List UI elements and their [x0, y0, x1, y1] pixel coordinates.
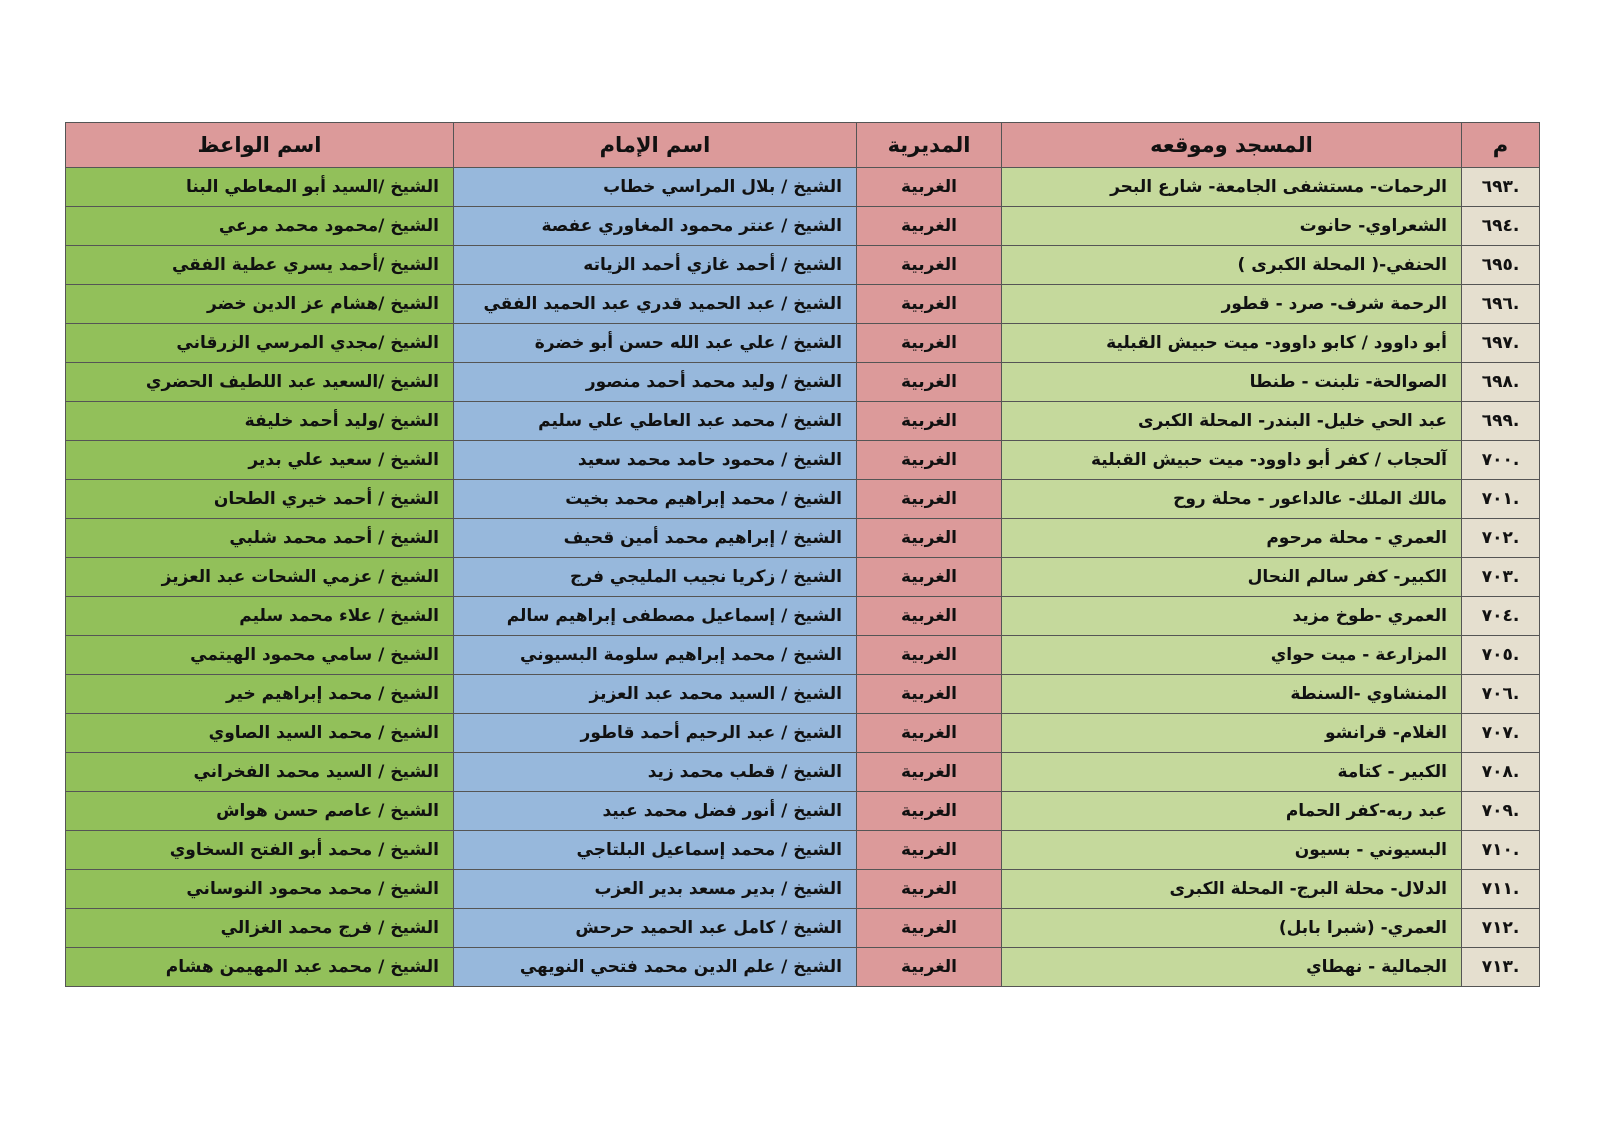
row-number: .٧٠٧: [1462, 714, 1540, 753]
imam-name: الشيخ / عبد الرحيم أحمد قاطور: [454, 714, 857, 753]
mosque-name: الرحمة شرف- صرد - قطور: [1002, 285, 1462, 324]
imam-name: الشيخ / أنور فضل محمد عبيد: [454, 792, 857, 831]
row-number: .٧٠٦: [1462, 675, 1540, 714]
directorate: الغربية: [857, 753, 1002, 792]
directorate: الغربية: [857, 363, 1002, 402]
imam-name: الشيخ / محمد عبد العاطي علي سليم: [454, 402, 857, 441]
preacher-name: الشيخ / محمد السيد الصاوي: [66, 714, 454, 753]
directorate: الغربية: [857, 207, 1002, 246]
mosques-table: [65, 122, 1540, 987]
row-number: .٧٠١: [1462, 480, 1540, 519]
preacher-name: الشيخ / فرج محمد الغزالي: [66, 909, 454, 948]
imam-name: الشيخ / محمد إبراهيم سلومة البسيوني: [454, 636, 857, 675]
preacher-name: الشيخ / محمد محمود النوساني: [66, 870, 454, 909]
directorate: الغربية: [857, 285, 1002, 324]
directorate: الغربية: [857, 558, 1002, 597]
table-row: [66, 207, 1540, 246]
table-row: [66, 324, 1540, 363]
imam-name: الشيخ / وليد محمد أحمد منصور: [454, 363, 857, 402]
row-number: .٧٠٢: [1462, 519, 1540, 558]
preacher-name: الشيخ / سعيد علي بدير: [66, 441, 454, 480]
mosque-name: المزارعة - ميت حواي: [1002, 636, 1462, 675]
table-row: [66, 636, 1540, 675]
preacher-name: الشيخ / محمد أبو الفتح السخاوي: [66, 831, 454, 870]
table-row: [66, 714, 1540, 753]
imam-name: الشيخ / أحمد غازي أحمد الزياته: [454, 246, 857, 285]
directorate: الغربية: [857, 597, 1002, 636]
table-body: [66, 168, 1540, 987]
mosque-name: العمري- (شبرا بابل): [1002, 909, 1462, 948]
mosque-name: الغلام- قرانشو: [1002, 714, 1462, 753]
table-row: [66, 948, 1540, 987]
imam-name: الشيخ / بلال المراسي خطاب: [454, 168, 857, 207]
preacher-name: الشيخ / محمد عبد المهيمن هشام: [66, 948, 454, 987]
mosque-name: عبد ربه-كفر الحمام: [1002, 792, 1462, 831]
preacher-name: الشيخ / سامي محمود الهيتمي: [66, 636, 454, 675]
directorate: الغربية: [857, 636, 1002, 675]
directorate: الغربية: [857, 480, 1002, 519]
mosque-name: العمري - محلة مرحوم: [1002, 519, 1462, 558]
mosque-name: الكبير- كفر سالم النحال: [1002, 558, 1462, 597]
table-row: [66, 675, 1540, 714]
directorate: الغربية: [857, 402, 1002, 441]
preacher-name: الشيخ /مجدي المرسي الزرقاني: [66, 324, 454, 363]
preacher-name: الشيخ /وليد أحمد خليفة: [66, 402, 454, 441]
row-number: .٧٠٠: [1462, 441, 1540, 480]
directorate: الغربية: [857, 870, 1002, 909]
mosque-name: العمري -طوخ مزيد: [1002, 597, 1462, 636]
row-number: .٦٩٣: [1462, 168, 1540, 207]
imam-name: الشيخ / محمد إسماعيل البلتاجي: [454, 831, 857, 870]
mosque-name: الكبير - كتامة: [1002, 753, 1462, 792]
table-header: [66, 123, 1540, 168]
preacher-name: الشيخ / أحمد خيري الطحان: [66, 480, 454, 519]
imam-name: الشيخ / إسماعيل مصطفى إبراهيم سالم: [454, 597, 857, 636]
table-row: [66, 558, 1540, 597]
directorate: الغربية: [857, 519, 1002, 558]
row-number: .٧٠٨: [1462, 753, 1540, 792]
row-number: .٧٠٤: [1462, 597, 1540, 636]
imam-name: الشيخ / عبد الحميد قدري عبد الحميد الفقي: [454, 285, 857, 324]
mosque-name: الجمالية - نهطاي: [1002, 948, 1462, 987]
row-number: .٧٠٥: [1462, 636, 1540, 675]
imam-name: الشيخ / علي عبد الله حسن أبو خضرة: [454, 324, 857, 363]
preacher-name: الشيخ / السيد محمد الفخراني: [66, 753, 454, 792]
header-row: [66, 123, 1540, 168]
table-row: [66, 402, 1540, 441]
mosque-name: البسيوني - بسيون: [1002, 831, 1462, 870]
row-number: .٧١٣: [1462, 948, 1540, 987]
imam-name: الشيخ / عنتر محمود المغاوري عفصة: [454, 207, 857, 246]
header-mosque: المسجد وموقعه: [1002, 123, 1462, 168]
table-row: [66, 753, 1540, 792]
row-number: .٦٩٧: [1462, 324, 1540, 363]
directorate: الغربية: [857, 324, 1002, 363]
directorate: الغربية: [857, 909, 1002, 948]
table-row: [66, 792, 1540, 831]
table-row: [66, 870, 1540, 909]
preacher-name: الشيخ /هشام عز الدين خضر: [66, 285, 454, 324]
table-row: [66, 831, 1540, 870]
preacher-name: الشيخ /محمود محمد مرعي: [66, 207, 454, 246]
row-number: .٦٩٨: [1462, 363, 1540, 402]
imam-name: الشيخ / السيد محمد عبد العزيز: [454, 675, 857, 714]
header-imam: اسم الإمام: [454, 123, 857, 168]
imam-name: الشيخ / علم الدين محمد فتحي النويهي: [454, 948, 857, 987]
header-directorate: المديرية: [857, 123, 1002, 168]
mosque-name: الرحمات- مستشفى الجامعة- شارع البحر: [1002, 168, 1462, 207]
directorate: الغربية: [857, 246, 1002, 285]
preacher-name: الشيخ / عزمي الشحات عبد العزيز: [66, 558, 454, 597]
row-number: .٧٠٩: [1462, 792, 1540, 831]
table-row: [66, 480, 1540, 519]
table-row: [66, 285, 1540, 324]
directorate: الغربية: [857, 948, 1002, 987]
row-number: .٧١٠: [1462, 831, 1540, 870]
mosque-name: الصوالحة- تلبنت - طنطا: [1002, 363, 1462, 402]
directorate: الغربية: [857, 675, 1002, 714]
preacher-name: الشيخ /السعيد عبد اللطيف الحضري: [66, 363, 454, 402]
mosque-name: آلحجاب / كفر أبو داوود- ميت حبيش القبلية: [1002, 441, 1462, 480]
mosque-name: الشعراوي- حانوت: [1002, 207, 1462, 246]
header-preacher: اسم الواعظ: [66, 123, 454, 168]
row-number: .٧٠٣: [1462, 558, 1540, 597]
row-number: .٦٩٩: [1462, 402, 1540, 441]
directorate: الغربية: [857, 792, 1002, 831]
mosque-name: الحنفي-( المحلة الكبرى ): [1002, 246, 1462, 285]
directorate: الغربية: [857, 168, 1002, 207]
row-number: .٦٩٤: [1462, 207, 1540, 246]
imam-name: الشيخ / كامل عبد الحميد حرحش: [454, 909, 857, 948]
preacher-name: الشيخ / عاصم حسن هواش: [66, 792, 454, 831]
preacher-name: الشيخ /أحمد يسري عطية الفقي: [66, 246, 454, 285]
preacher-name: الشيخ / أحمد محمد شلبي: [66, 519, 454, 558]
mosque-name: مالك الملك- عالداعور - محلة روح: [1002, 480, 1462, 519]
table-row: [66, 519, 1540, 558]
preacher-name: الشيخ / علاء محمد سليم: [66, 597, 454, 636]
table-row: [66, 363, 1540, 402]
imam-name: الشيخ / زكريا نجيب المليجي فرج: [454, 558, 857, 597]
directorate: الغربية: [857, 714, 1002, 753]
preacher-name: الشيخ / محمد إبراهيم خير: [66, 675, 454, 714]
table-row: [66, 441, 1540, 480]
imam-name: الشيخ / محمد إبراهيم محمد بخيت: [454, 480, 857, 519]
table-row: [66, 597, 1540, 636]
row-number: .٦٩٦: [1462, 285, 1540, 324]
header-number: م: [1462, 123, 1540, 168]
directorate: الغربية: [857, 831, 1002, 870]
imam-name: الشيخ / محمود حامد محمد سعيد: [454, 441, 857, 480]
table-row: [66, 168, 1540, 207]
imam-name: الشيخ / بدير مسعد بدير العزب: [454, 870, 857, 909]
row-number: .٧١٢: [1462, 909, 1540, 948]
row-number: .٧١١: [1462, 870, 1540, 909]
imam-name: الشيخ / قطب محمد زيد: [454, 753, 857, 792]
preacher-name: الشيخ /السيد أبو المعاطي البنا: [66, 168, 454, 207]
mosque-name: الدلال- محلة البرج- المحلة الكبرى: [1002, 870, 1462, 909]
table-row: [66, 246, 1540, 285]
table-row: [66, 909, 1540, 948]
mosque-name: أبو داوود / كابو داوود- ميت حبيش القبلية: [1002, 324, 1462, 363]
row-number: .٦٩٥: [1462, 246, 1540, 285]
mosque-name: عبد الحي خليل- البندر- المحلة الكبرى: [1002, 402, 1462, 441]
directorate: الغربية: [857, 441, 1002, 480]
imam-name: الشيخ / إبراهيم محمد أمين قحيف: [454, 519, 857, 558]
mosque-name: المنشاوي -السنطة: [1002, 675, 1462, 714]
